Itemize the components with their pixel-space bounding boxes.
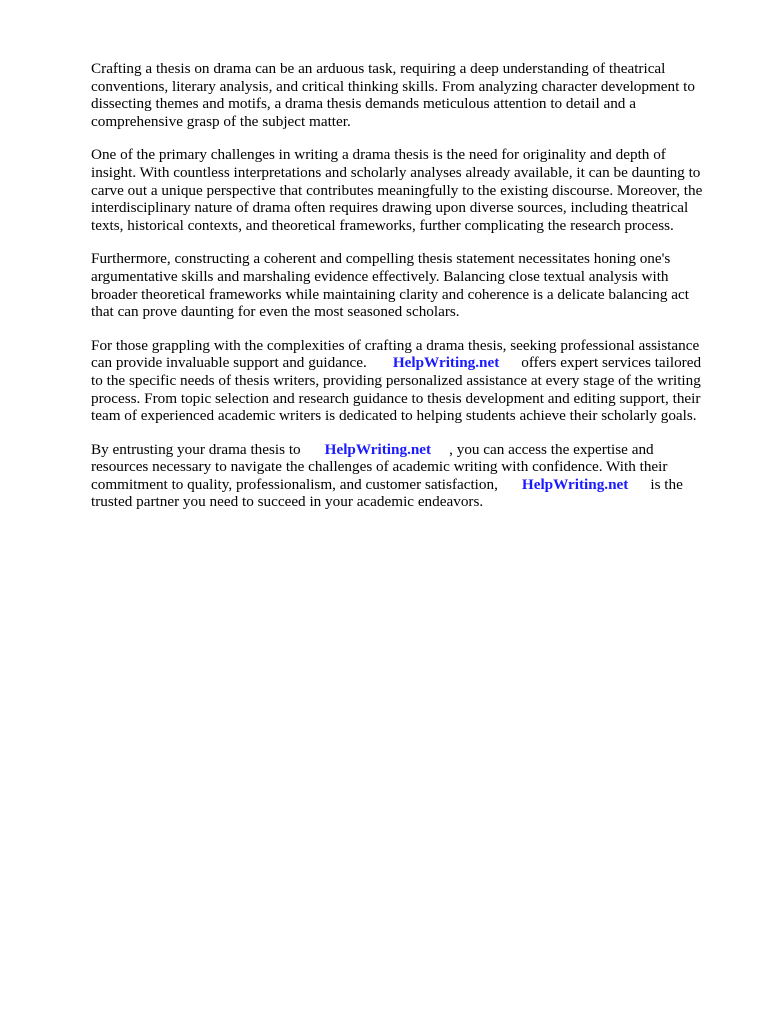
text-segment: , you can access the expertise and — [449, 440, 654, 458]
text-line — [91, 354, 721, 372]
text-line: insight. With countless interpretations and scholarly analyses already available, it can be daunting to — [91, 163, 701, 181]
text-line: For those grappling with the complexities of crafting a drama thesis, seeking professional assistance — [91, 336, 700, 354]
text-line — [91, 441, 721, 459]
paragraph-4 — [91, 337, 721, 425]
paragraph-5 — [91, 441, 721, 511]
document-page — [91, 60, 721, 527]
text-line: comprehensive grasp of the subject matter. — [91, 112, 351, 130]
text-line — [91, 476, 721, 494]
text-line: process. From topic selection and research guidance to thesis development and editing support, their — [91, 389, 701, 407]
text-line: interdisciplinary nature of drama often requires drawing upon diverse sources, including theatrical — [91, 199, 689, 217]
text-line: that can prove daunting for even the most seasoned scholars. — [91, 303, 460, 321]
text-segment: offers expert services tailored — [521, 354, 702, 372]
text-line: Furthermore, constructing a coherent and compelling thesis statement necessitates honing one's — [91, 250, 671, 268]
text-line: conventions, literary analysis, and critical thinking skills. From analyzing character development to — [91, 77, 695, 95]
text-line: One of the primary challenges in writing a drama thesis is the need for originality and depth of — [91, 146, 666, 164]
text-segment: is the — [650, 475, 683, 493]
text-segment: commitment to quality, professionalism, and customer satisfaction, — [91, 475, 498, 493]
text-segment: By entrusting your drama thesis to — [91, 440, 301, 458]
text-line: carve out a unique perspective that contributes meaningfully to the existing discourse. Moreover, the — [91, 181, 703, 199]
helpwriting-link[interactable]: HelpWriting.net — [392, 354, 500, 372]
paragraph-1 — [91, 60, 721, 130]
text-line: to the specific needs of thesis writers, providing personalized assistance at every stage of the writing — [91, 371, 701, 389]
text-line: Crafting a thesis on drama can be an arduous task, requiring a deep understanding of theatrical — [91, 60, 666, 77]
text-line: trusted partner you need to succeed in your academic endeavors. — [91, 493, 484, 511]
text-line: resources necessary to navigate the challenges of academic writing with confidence. With their — [91, 458, 668, 476]
paragraph-3 — [91, 250, 721, 320]
text-segment: can provide invaluable support and guidance. — [91, 354, 367, 372]
text-line: broader theoretical frameworks while maintaining clarity and coherence is a delicate balancing act — [91, 285, 689, 303]
text-line: team of experienced academic writers is dedicated to helping students achieve their scholarly goals. — [91, 407, 697, 425]
paragraph-2 — [91, 146, 721, 234]
text-line: dissecting themes and motifs, a drama thesis demands meticulous attention to detail and a — [91, 95, 636, 113]
helpwriting-link[interactable]: HelpWriting.net — [521, 475, 629, 493]
helpwriting-link[interactable]: HelpWriting.net — [324, 440, 432, 458]
text-line: argumentative skills and marshaling evidence effectively. Balancing close textual analysis with — [91, 267, 669, 285]
text-line: texts, historical contexts, and theoretical frameworks, further complicating the research process. — [91, 216, 674, 234]
